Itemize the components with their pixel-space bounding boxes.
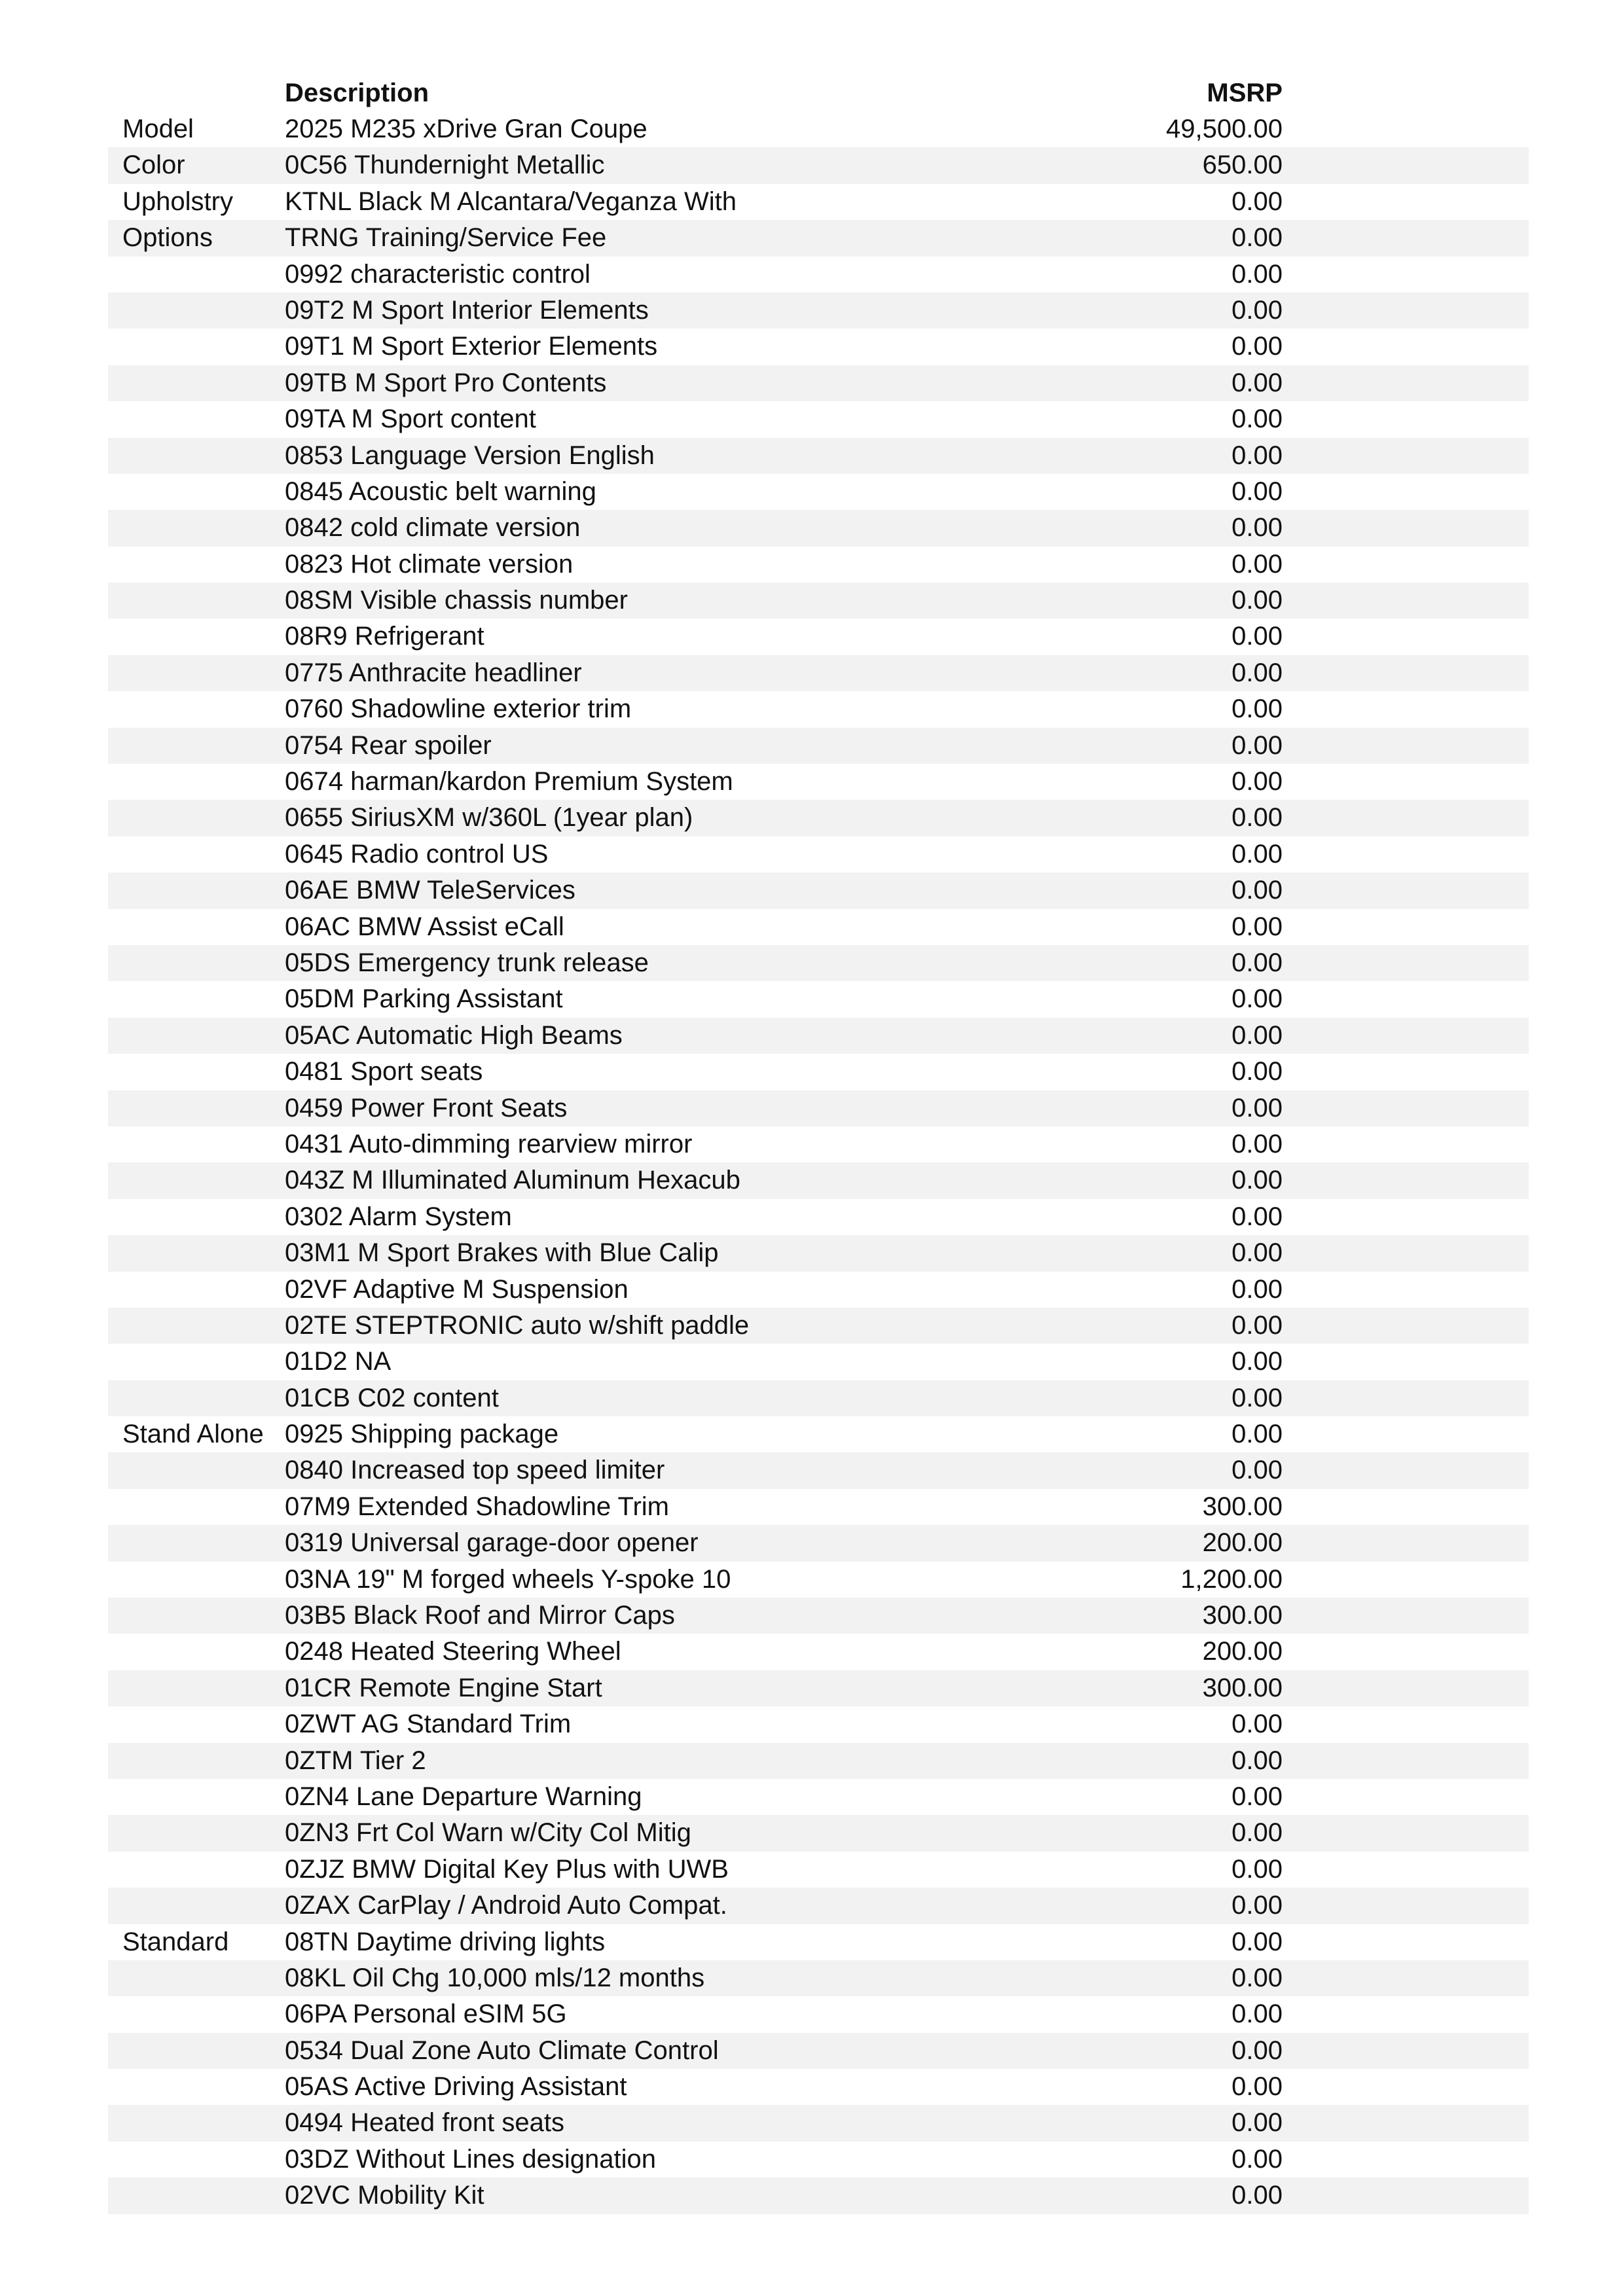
row-description: 09TA M Sport content [285, 404, 536, 434]
row-msrp: 0.00 [1231, 332, 1283, 361]
table-row [108, 547, 1529, 583]
table-header [108, 75, 1529, 111]
row-msrp: 0.00 [1231, 549, 1283, 579]
table-row [108, 619, 1529, 655]
row-description: TRNG Training/Service Fee [285, 223, 607, 253]
table-row [108, 1308, 1529, 1344]
row-msrp: 0.00 [1231, 1963, 1283, 1992]
table-row [108, 1380, 1529, 1416]
table-row [108, 583, 1529, 619]
row-description: 2025 M235 xDrive Gran Coupe [285, 115, 647, 143]
table-row [108, 1996, 1529, 2032]
row-description: 0319 Universal garage-door opener [285, 1528, 699, 1558]
row-description: 0ZWT AG Standard Trim [285, 1710, 572, 1739]
row-msrp: 0.00 [1231, 513, 1283, 543]
row-description: 07M9 Extended Shadowline Trim [285, 1492, 669, 1521]
row-description: 02VC Mobility Kit [285, 2181, 484, 2210]
row-msrp: 650.00 [1202, 151, 1283, 180]
row-description: 05DS Emergency trunk release [285, 948, 649, 977]
table-row [108, 1598, 1529, 1634]
row-description: 0ZN3 Frt Col Warn w/City Col Mitig [285, 1818, 691, 1848]
row-msrp: 0.00 [1231, 803, 1283, 833]
table-row [108, 2142, 1529, 2178]
row-description: 0842 cold climate version [285, 513, 581, 543]
table-row [108, 1018, 1529, 1054]
table-row [108, 1852, 1529, 1888]
table-row [108, 1235, 1529, 1271]
table-row [108, 909, 1529, 945]
price-sheet [108, 75, 1529, 2214]
table-row [108, 1634, 1529, 1670]
table-row [108, 438, 1529, 474]
row-description: 0760 Shadowline exterior trim [285, 694, 632, 724]
row-msrp: 0.00 [1231, 2000, 1283, 2029]
msrp-column-header: MSRP [1207, 79, 1283, 107]
table-row [108, 1706, 1529, 1742]
row-description: 03DZ Without Lines designation [285, 2144, 656, 2174]
row-description: 0481 Sport seats [285, 1057, 483, 1086]
table-row [108, 1162, 1529, 1198]
table-row [108, 728, 1529, 764]
row-msrp: 0.00 [1231, 767, 1283, 797]
row-msrp: 0.00 [1231, 259, 1283, 289]
row-description: 0925 Shipping package [285, 1420, 559, 1449]
row-msrp: 0.00 [1231, 586, 1283, 615]
row-msrp: 0.00 [1231, 1854, 1283, 1884]
table-row [108, 1344, 1529, 1380]
row-msrp: 0.00 [1231, 1129, 1283, 1158]
row-description: KTNL Black M Alcantara/Veganza With [285, 187, 737, 216]
row-msrp: 1,200.00 [1180, 1564, 1283, 1594]
row-msrp: 0.00 [1231, 1782, 1283, 1811]
row-msrp: 0.00 [1231, 1274, 1283, 1304]
row-msrp: 0.00 [1231, 658, 1283, 687]
table-row [108, 1525, 1529, 1561]
row-msrp: 0.00 [1231, 1310, 1283, 1340]
row-description: 06AC BMW Assist eCall [285, 912, 564, 941]
row-description: 0ZAX CarPlay / Android Auto Compat. [285, 1891, 727, 1920]
row-msrp: 0.00 [1231, 223, 1283, 253]
table-row [108, 2033, 1529, 2069]
description-column-header: Description [285, 79, 429, 107]
row-msrp: 0.00 [1231, 984, 1283, 1014]
table-row [108, 2178, 1529, 2214]
row-description: 08R9 Refrigerant [285, 622, 484, 651]
row-description: 05DM Parking Assistant [285, 984, 563, 1014]
row-description: 09T2 M Sport Interior Elements [285, 295, 649, 325]
table-row [108, 872, 1529, 908]
row-msrp: 200.00 [1202, 1637, 1283, 1666]
table-row [108, 1452, 1529, 1488]
row-description: 0ZJZ BMW Digital Key Plus with UWB [285, 1854, 729, 1884]
row-msrp: 49,500.00 [1166, 115, 1283, 143]
row-msrp: 0.00 [1231, 187, 1283, 216]
table-row [108, 981, 1529, 1017]
table-row [108, 257, 1529, 293]
row-description: 02TE STEPTRONIC auto w/shift paddle [285, 1310, 750, 1340]
row-msrp: 0.00 [1231, 1746, 1283, 1775]
row-msrp: 0.00 [1231, 440, 1283, 470]
row-msrp: 0.00 [1231, 295, 1283, 325]
row-msrp: 0.00 [1231, 2036, 1283, 2065]
row-description: 09T1 M Sport Exterior Elements [285, 332, 658, 361]
row-msrp: 0.00 [1231, 1456, 1283, 1485]
row-description: 0459 Power Front Seats [285, 1093, 568, 1122]
row-description: 03M1 M Sport Brakes with Blue Calip [285, 1238, 719, 1268]
row-msrp: 0.00 [1231, 912, 1283, 941]
table-row [108, 474, 1529, 510]
row-msrp: 0.00 [1231, 368, 1283, 397]
row-msrp: 300.00 [1202, 1673, 1283, 1702]
row-msrp: 0.00 [1231, 622, 1283, 651]
row-msrp: 300.00 [1202, 1601, 1283, 1630]
row-description: 02VF Adaptive M Suspension [285, 1274, 629, 1304]
row-msrp: 0.00 [1231, 1093, 1283, 1122]
table-row [108, 401, 1529, 437]
row-description: 0992 characteristic control [285, 259, 591, 289]
table-row [108, 2105, 1529, 2141]
table-row [108, 1888, 1529, 1924]
row-description: 0645 Radio control US [285, 839, 549, 869]
row-msrp: 0.00 [1231, 1347, 1283, 1376]
table-row [108, 329, 1529, 365]
row-description: 0840 Increased top speed limiter [285, 1456, 665, 1485]
table-row [108, 1199, 1529, 1235]
row-description: 0845 Acoustic belt warning [285, 476, 596, 506]
row-description: 0853 Language Version English [285, 440, 655, 470]
row-description: 0248 Heated Steering Wheel [285, 1637, 621, 1666]
row-msrp: 0.00 [1231, 948, 1283, 977]
row-category: Standard [122, 1927, 229, 1956]
row-msrp: 0.00 [1231, 1383, 1283, 1412]
table-row [108, 836, 1529, 872]
row-msrp: 0.00 [1231, 2181, 1283, 2210]
row-description: 05AC Automatic High Beams [285, 1020, 623, 1050]
row-description: 0302 Alarm System [285, 1202, 512, 1231]
row-msrp: 0.00 [1231, 694, 1283, 724]
row-category: Options [122, 223, 213, 253]
table-row [108, 1090, 1529, 1126]
table-row [108, 510, 1529, 546]
table-row [108, 1960, 1529, 1996]
row-description: 0775 Anthracite headliner [285, 658, 582, 687]
row-category: Upholstry [122, 187, 233, 216]
row-category: Stand Alone [122, 1420, 264, 1449]
row-msrp: 0.00 [1231, 1710, 1283, 1739]
row-description: 03B5 Black Roof and Mirror Caps [285, 1601, 675, 1630]
row-msrp: 0.00 [1231, 1020, 1283, 1050]
table-row [108, 220, 1529, 256]
table-row [108, 655, 1529, 691]
row-msrp: 0.00 [1231, 2144, 1283, 2174]
row-msrp: 200.00 [1202, 1528, 1283, 1558]
row-msrp: 0.00 [1231, 1166, 1283, 1195]
table-row [108, 365, 1529, 401]
table-row [108, 1126, 1529, 1162]
row-description: 043Z M Illuminated Aluminum Hexacub [285, 1166, 740, 1195]
row-msrp: 0.00 [1231, 2072, 1283, 2102]
table-row [108, 1670, 1529, 1706]
row-description: 09TB M Sport Pro Contents [285, 368, 607, 397]
row-description: 0494 Heated front seats [285, 2108, 564, 2138]
table-row [108, 1272, 1529, 1308]
row-msrp: 0.00 [1231, 876, 1283, 905]
options-table-body [108, 111, 1529, 2214]
row-description: 05AS Active Driving Assistant [285, 2072, 627, 2102]
row-description: 01CB C02 content [285, 1383, 499, 1412]
row-description: 0C56 Thundernight Metallic [285, 151, 605, 180]
row-category: Color [122, 151, 185, 180]
table-row [108, 147, 1529, 183]
row-description: 0534 Dual Zone Auto Climate Control [285, 2036, 719, 2065]
table-row [108, 2069, 1529, 2105]
row-description: 06PA Personal eSIM 5G [285, 2000, 567, 2029]
table-row [108, 1054, 1529, 1090]
table-row [108, 945, 1529, 981]
row-msrp: 0.00 [1231, 1202, 1283, 1231]
row-description: 06AE BMW TeleServices [285, 876, 575, 905]
table-row [108, 691, 1529, 727]
table-row [108, 1924, 1529, 1960]
table-row [108, 800, 1529, 836]
row-msrp: 0.00 [1231, 1420, 1283, 1449]
row-msrp: 0.00 [1231, 404, 1283, 434]
row-description: 0754 Rear spoiler [285, 730, 492, 760]
row-description: 08SM Visible chassis number [285, 586, 628, 615]
row-msrp: 0.00 [1231, 1818, 1283, 1848]
table-row [108, 1416, 1529, 1452]
table-row [108, 111, 1529, 147]
row-msrp: 0.00 [1231, 730, 1283, 760]
table-row [108, 1743, 1529, 1779]
table-row [108, 764, 1529, 800]
row-description: 0ZTM Tier 2 [285, 1746, 426, 1775]
row-msrp: 0.00 [1231, 1238, 1283, 1268]
table-row [108, 1815, 1529, 1851]
row-description: 0655 SiriusXM w/360L (1year plan) [285, 803, 693, 833]
row-description: 01CR Remote Engine Start [285, 1673, 602, 1702]
row-msrp: 0.00 [1231, 476, 1283, 506]
row-msrp: 0.00 [1231, 2108, 1283, 2138]
row-msrp: 0.00 [1231, 1057, 1283, 1086]
table-row [108, 184, 1529, 220]
row-msrp: 300.00 [1202, 1492, 1283, 1521]
table-row [108, 1562, 1529, 1598]
row-description: 0823 Hot climate version [285, 549, 574, 579]
row-msrp: 0.00 [1231, 839, 1283, 869]
row-description: 0431 Auto-dimming rearview mirror [285, 1129, 693, 1158]
table-row [108, 1489, 1529, 1525]
row-description: 01D2 NA [285, 1347, 392, 1376]
row-description: 08KL Oil Chg 10,000 mls/12 months [285, 1963, 705, 1992]
row-category: Model [122, 115, 194, 143]
row-msrp: 0.00 [1231, 1891, 1283, 1920]
row-description: 0ZN4 Lane Departure Warning [285, 1782, 642, 1811]
table-row [108, 293, 1529, 329]
row-description: 0674 harman/kardon Premium System [285, 767, 733, 797]
row-description: 03NA 19" M forged wheels Y-spoke 10 [285, 1564, 731, 1594]
row-description: 08TN Daytime driving lights [285, 1927, 606, 1956]
table-row [108, 1779, 1529, 1815]
row-msrp: 0.00 [1231, 1927, 1283, 1956]
